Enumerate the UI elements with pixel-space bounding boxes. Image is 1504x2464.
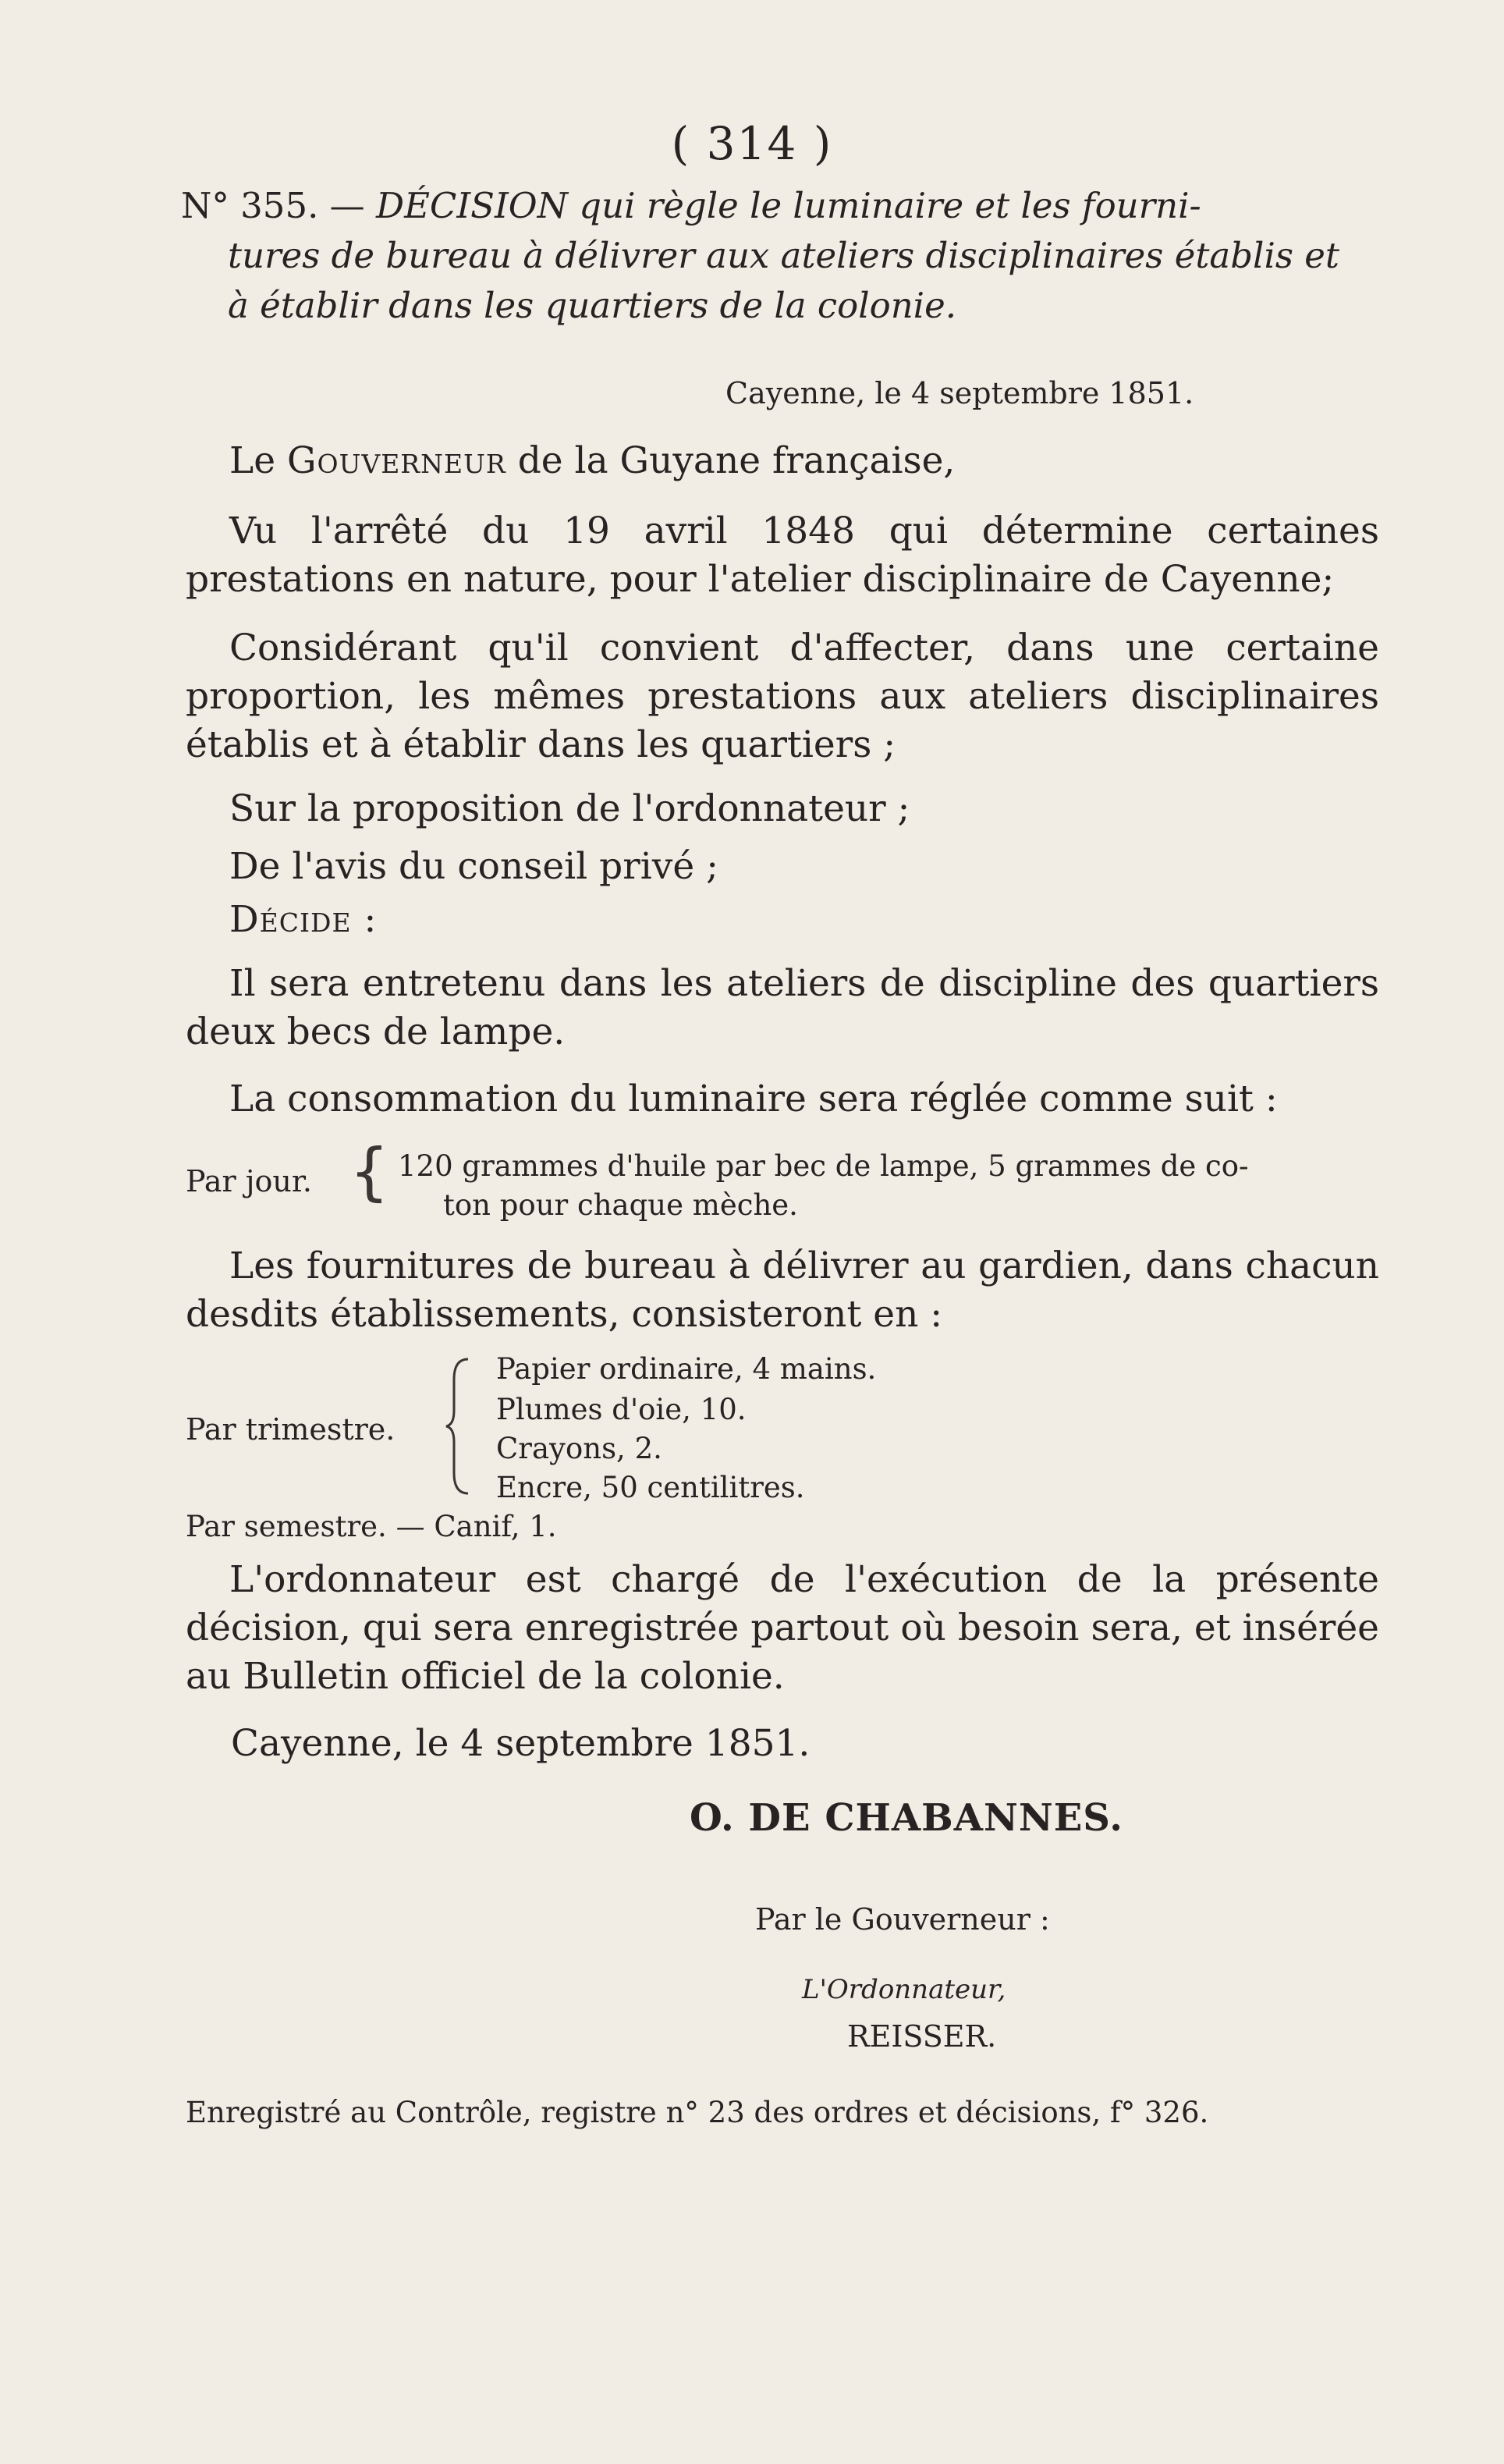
intro-suffix: de la Guyane française, bbox=[505, 439, 956, 482]
article-2: La consommation du luminaire sera réglée comme suit : bbox=[229, 1078, 1278, 1120]
decision-title-line2: tures de bureau à délivrer aux ateliers disciplinaires établis et bbox=[228, 235, 1339, 276]
trimestre-item-plumes: Plumes d'oie, 10. bbox=[496, 1393, 747, 1426]
signature-governor: O. DE CHABANNES. bbox=[690, 1796, 1123, 1840]
trimestre-item-encre: Encre, 50 centilitres. bbox=[496, 1471, 805, 1504]
brace-icon bbox=[445, 1356, 476, 1497]
par-semestre: Par semestre. — Canif, 1. bbox=[186, 1510, 557, 1543]
decision-number: N° 355. — bbox=[181, 185, 365, 226]
considerant-proposition: Sur la proposition de l'ordonnateur ; bbox=[229, 787, 910, 830]
par-jour-label: Par jour. bbox=[186, 1164, 312, 1198]
countersign-intro: Par le Gouverneur : bbox=[755, 1902, 1050, 1937]
article-4: L'ordonnateur est chargé de l'exécution de la présente décision, qui sera enregistrée partout où besoin sera, et insérée au Bulletin officiel de la colonie. bbox=[186, 1558, 1379, 1698]
closing-date: Cayenne, le 4 septembre 1851. bbox=[231, 1722, 811, 1765]
par-jour-line2: ton pour chaque mèche. bbox=[443, 1188, 798, 1222]
decide-label: Décide : bbox=[229, 898, 378, 941]
intro-title: Gouverneur bbox=[286, 439, 506, 482]
considerant-considerant: Considérant qu'il convient d'affecter, dans une certaine proportion, les mêmes prestations aux ateliers disciplinaires établis et à établir dans les quartiers ; bbox=[186, 627, 1379, 766]
countersign-role: L'Ordonnateur, bbox=[802, 1974, 1006, 2005]
article-3: Les fournitures de bureau à délivrer au gardien, dans chacun desdits établissements, consisteront en : bbox=[186, 1244, 1379, 1336]
countersign-name: REISSER. bbox=[847, 2019, 997, 2054]
par-trimestre-label: Par trimestre. bbox=[186, 1412, 396, 1447]
page-number: ( 314 ) bbox=[671, 117, 833, 170]
decision-title-line3: à établir dans les quartiers de la colonie. bbox=[228, 285, 957, 326]
brace-icon: { bbox=[349, 1135, 389, 1208]
intro-prefix: Le bbox=[229, 439, 287, 482]
considerant-avis: De l'avis du conseil privé ; bbox=[229, 845, 718, 888]
considerant-vu: Vu l'arrêté du 19 avril 1848 qui détermine certaines prestations en nature, pour l'atelier disciplinaire de Cayenne; bbox=[186, 509, 1379, 601]
intro-line bbox=[186, 437, 1379, 485]
par-jour-line1: 120 grammes d'huile par bec de lampe, 5 grammes de co- bbox=[398, 1149, 1249, 1183]
decision-title-line1: DÉCISION qui règle le luminaire et les fourni- bbox=[376, 185, 1201, 226]
trimestre-item-crayons: Crayons, 2. bbox=[496, 1432, 662, 1465]
registration-note: Enregistré au Contrôle, registre n° 23 des ordres et décisions, f° 326. bbox=[186, 2096, 1209, 2129]
dateline: Cayenne, le 4 septembre 1851. bbox=[725, 376, 1194, 410]
trimestre-item-papier: Papier ordinaire, 4 mains. bbox=[496, 1352, 877, 1386]
article-1: Il sera entretenu dans les ateliers de discipline des quartiers deux becs de lampe. bbox=[186, 962, 1379, 1053]
decision-heading bbox=[181, 181, 1375, 331]
